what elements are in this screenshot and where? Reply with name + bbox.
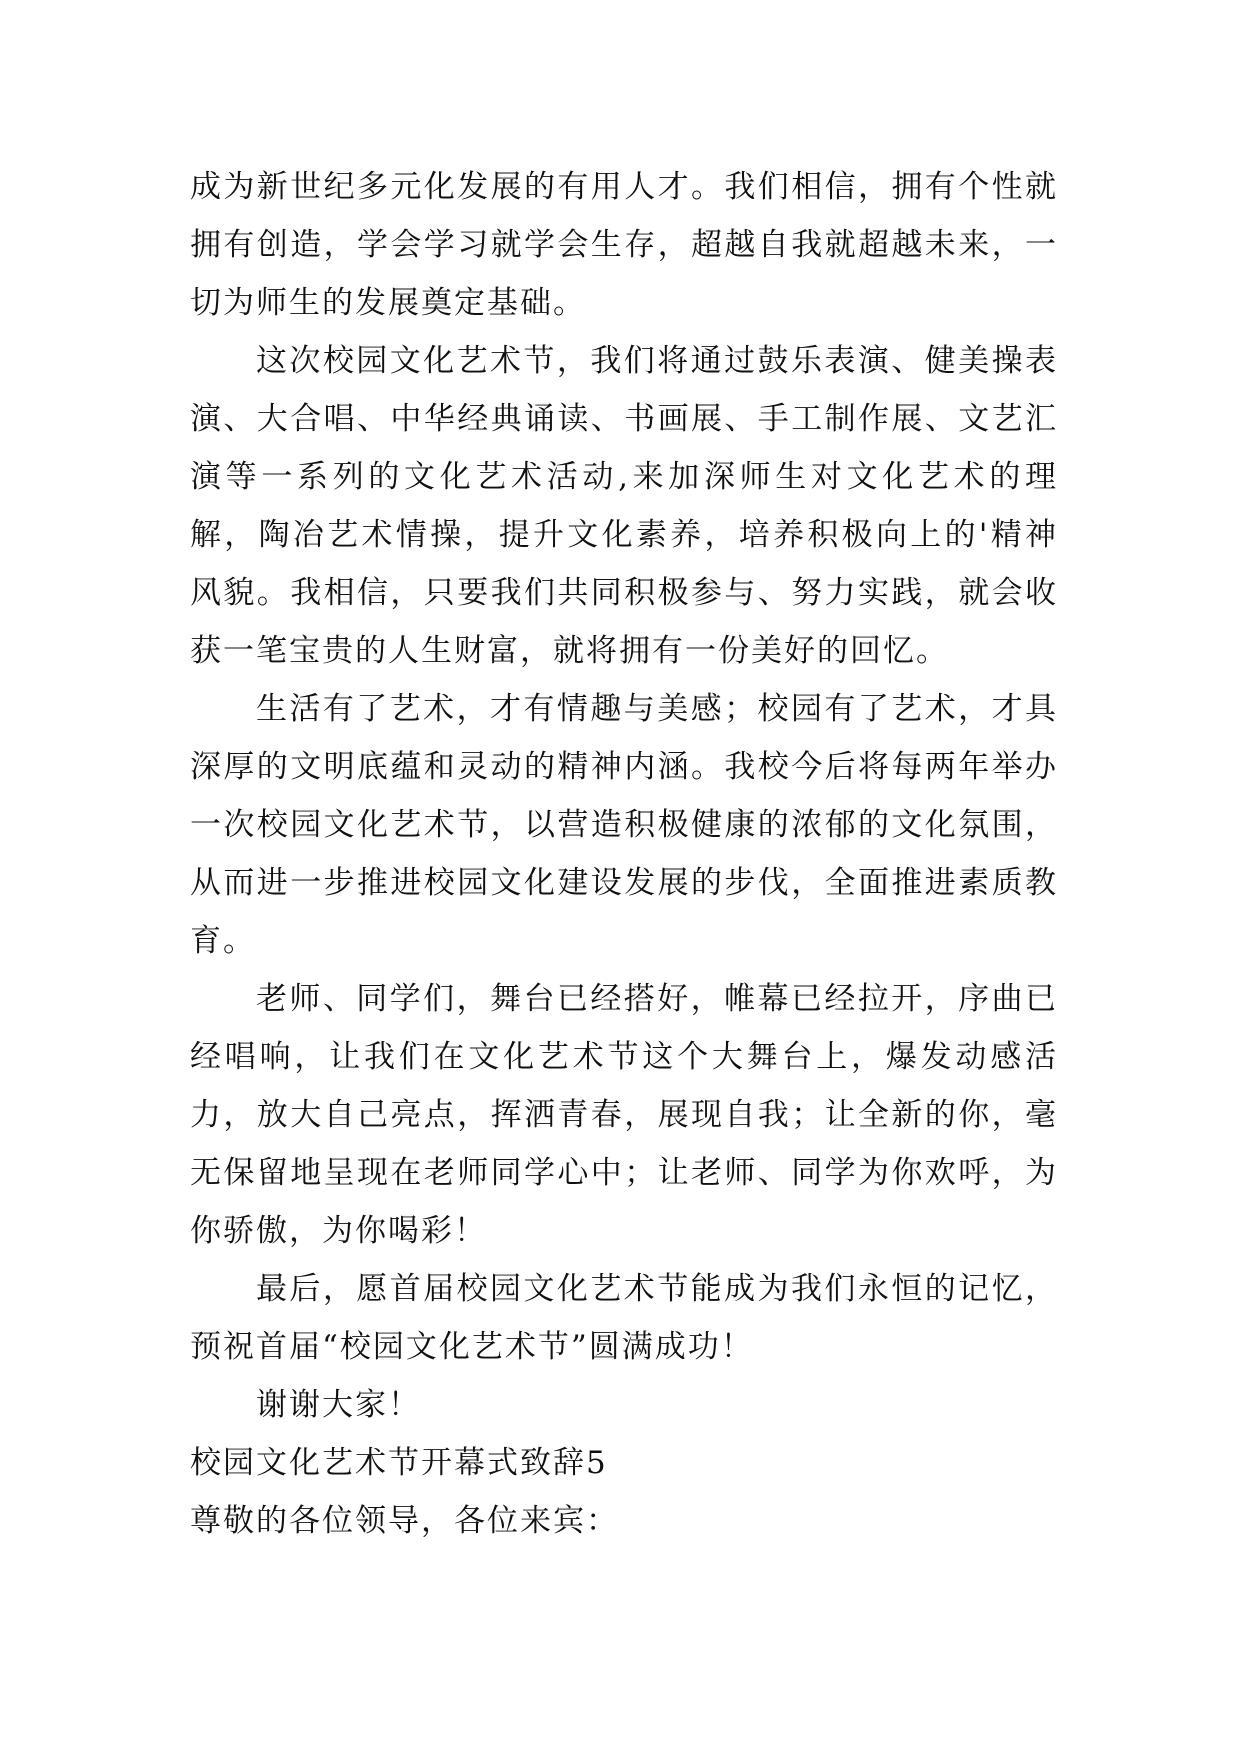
- paragraph-6: 谢谢大家！: [256, 1387, 421, 1423]
- paragraph-5: 最后，愿首届校园文化艺术节能成为我们永恒的记忆，预祝首届“校园文化艺术节”圆满成功！: [190, 1271, 1058, 1365]
- paragraph-3: 生活有了艺术，才有情趣与美感；校园有了艺术，才具深厚的文明底蕴和灵动的精神内涵。我校今后将每两年举办一次校园文化艺术节，以营造积极健康的浓郁的文化氛围，从而进一步推进校园文化建设发展的步伐，全面推进素质教育。: [190, 691, 1058, 959]
- paragraph-2: 这次校园文化艺术节，我们将通过鼓乐表演、健美操表演、大合唱、中华经典诵读、书画展、手工制作展、文艺汇演等一系列的文化艺术活动,来加深师生对文化艺术的理解，陶冶艺术情操，提升文化素养，培养积极向上的'精神风貌。我相信，只要我们共同积极参与、努力实践，就会收获一笔宝贵的人生财富，就将拥有一份美好的回忆。: [190, 343, 1058, 669]
- document-body: [190, 158, 1058, 1550]
- section-heading: 校园文化艺术节开幕式致辞5: [190, 1445, 608, 1481]
- paragraph-4: 老师、同学们，舞台已经搭好，帷幕已经拉开，序曲已经唱响，让我们在文化艺术节这个大舞台上，爆发动感活力，放大自己亮点，挥洒青春，展现自我；让全新的你，毫无保留地呈现在老师同学心中；让老师、同学为你欢呼，为你骄傲，为你喝彩！: [190, 981, 1058, 1249]
- salutation: 尊敬的各位领导，各位来宾：: [190, 1503, 619, 1539]
- paragraph-1: 成为新世纪多元化发展的有用人才。我们相信，拥有个性就拥有创造，学会学习就学会生存，超越自我就超越未来，一切为师生的发展奠定基础。: [190, 169, 1058, 321]
